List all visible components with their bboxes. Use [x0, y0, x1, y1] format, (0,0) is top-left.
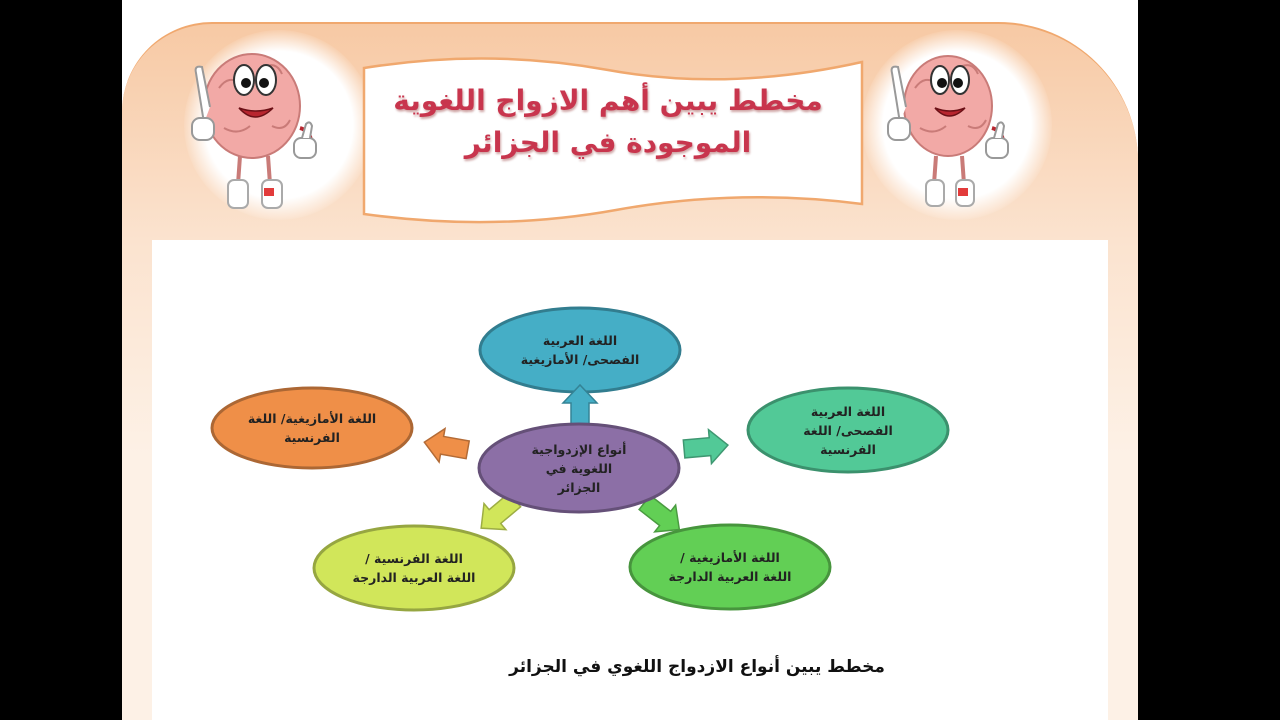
node-label-top: اللغة العربية الفصحى/ الأمازيغية [520, 333, 640, 367]
center-node-label: أنواع الإزدواجية اللغوية في الجزائر [531, 441, 627, 495]
slide [122, 0, 1138, 720]
title-line-1: مخطط يبين أهم الازواج اللغوية [393, 84, 823, 117]
node-label-right: اللغة العربية الفصحى/ اللغة الفرنسية [803, 403, 893, 457]
node-label-left: اللغة الأمازيغية/ اللغة الفرنسية [247, 411, 377, 445]
node-label-bottom-left: اللغة الفرنسية / اللغة العربية الدارجة [352, 551, 476, 585]
node-label-bottom-right: اللغة الأمازيغية / اللغة العربية الدارجة [668, 550, 792, 584]
arrow-left [421, 425, 470, 466]
diagram-caption: مخطط يبين أنواع الازدواج اللغوي في الجزائر [509, 657, 885, 677]
arrow-right [683, 428, 730, 466]
title-line-2: الموجودة في الجزائر [464, 126, 752, 159]
